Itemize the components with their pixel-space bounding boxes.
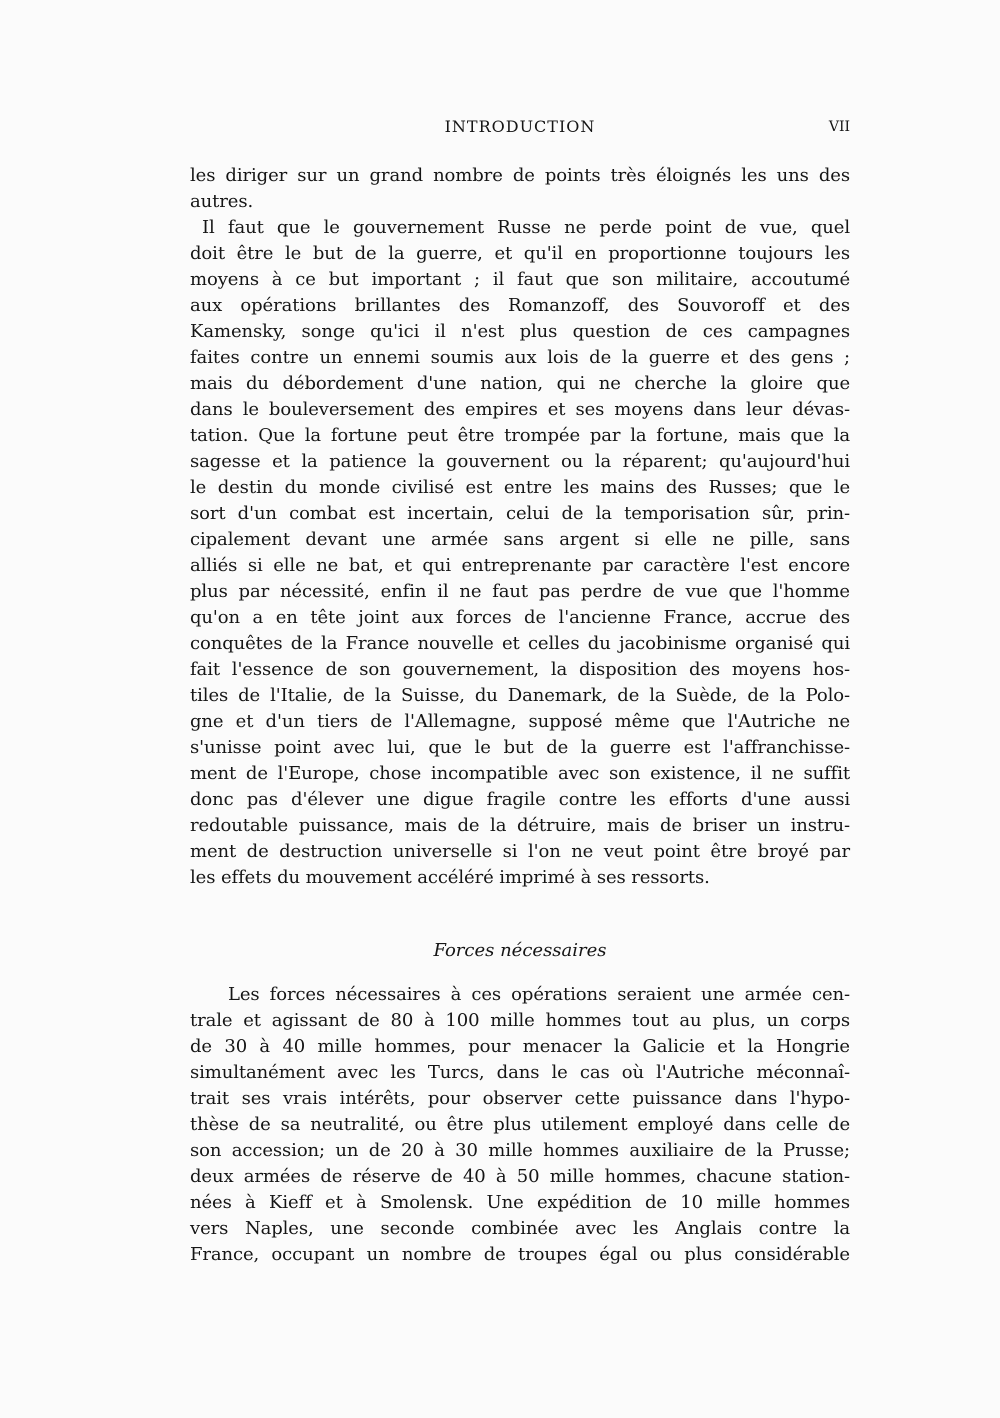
text-line: France, occupant un nombre de troupes égal ou plus considérable [190,1244,850,1265]
text-line: vers Naples, une seconde combinée avec les Anglais contre la [190,1218,850,1239]
text-line: son accession; un de 20 à 30 mille hommes auxiliaire de la Prusse; [190,1140,850,1161]
text-line: trait ses vrais intérêts, pour observer cette puissance dans l'hypo- [190,1088,850,1109]
text-line: ment de destruction universelle si l'on ne veut point être broyé par [190,841,850,862]
text-line: fait l'essence de son gouvernement, la disposition des moyens hos- [190,659,850,680]
text-line: deux armées de réserve de 40 à 50 mille hommes, chacune station- [190,1166,850,1187]
text-line: aux opérations brillantes des Romanzoff, des Souvoroff et des [190,295,850,316]
text-line: simultanément avec les Turcs, dans le cas où l'Autriche méconnaî- [190,1062,850,1083]
text-line: donc pas d'élever une digue fragile contre les efforts d'une aussi [190,789,850,810]
text-line: nées à Kieff et à Smolensk. Une expédition de 10 mille hommes [190,1192,850,1213]
text-line: doit être le but de la guerre, et qu'il en proportionne toujours les [190,243,850,264]
text-line: dans le bouleversement des empires et ses moyens dans leur dévas- [190,399,850,420]
text-line: ment de l'Europe, chose incompatible avec son existence, il ne suffit [190,763,850,784]
text-line: moyens à ce but important ; il faut que son militaire, accoutumé [190,269,850,290]
text-line: sort d'un combat est incertain, celui de la temporisation sûr, prin- [190,503,850,524]
text-line: les diriger sur un grand nombre de points très éloignés les uns des [190,165,850,186]
text-line: Il faut que le gouvernement Russe ne perde point de vue, quel [202,217,850,238]
text-line: gne et d'un tiers de l'Allemagne, supposé même que l'Autriche ne [190,711,850,732]
text-line: thèse de sa neutralité, ou être plus utilement employé dans celle de [190,1114,850,1135]
text-line: le destin du monde civilisé est entre les mains des Russes; que le [190,477,850,498]
text-line: mais du débordement d'une nation, qui ne cherche la gloire que [190,373,850,394]
text-line: sagesse et la patience la gouvernent ou la réparent; qu'aujourd'hui [190,451,850,472]
text-line: tation. Que la fortune peut être trompée par la fortune, mais que la [190,425,850,446]
main-text [190,163,850,891]
text-line: cipalement devant une armée sans argent si elle ne pille, sans [190,529,850,550]
text-line: autres. [190,191,254,212]
text-line: de 30 à 40 mille hommes, pour menacer la Galicie et la Hongrie [190,1036,850,1057]
text-line: Les forces nécessaires à ces opérations seraient une armée cen- [228,984,850,1005]
text-line: faites contre un ennemi soumis aux lois de la guerre et des gens ; [190,347,850,368]
text-line: plus par nécessité, enfin il ne faut pas perdre de vue que l'homme [190,581,850,602]
text-line: les effets du mouvement accéléré imprimé à ses ressorts. [190,867,710,888]
section-heading: Forces nécessaires [433,940,607,961]
text-line: alliés si elle ne bat, et qui entreprenante par caractère l'est encore [190,555,850,576]
text-line: s'unisse point avec lui, que le but de la guerre est l'affranchisse- [190,737,850,758]
text-line: trale et agissant de 80 à 100 mille hommes tout au plus, un corps [190,1010,850,1031]
text-line: tiles de l'Italie, de la Suisse, du Danemark, de la Suède, de la Polo- [190,685,850,706]
section-text [190,982,850,1268]
running-title: INTRODUCTION [444,117,596,136]
page-header [190,117,850,141]
text-line: qu'on a en tête joint aux forces de l'ancienne France, accrue des [190,607,850,628]
text-line: conquêtes de la France nouvelle et celles du jacobinisme organisé qui [190,633,850,654]
text-line: Kamensky, songe qu'ici il n'est plus question de ces campagnes [190,321,850,342]
text-line: redoutable puissance, mais de la détruire, mais de briser un instru- [190,815,850,836]
page-number: VII [828,119,850,135]
